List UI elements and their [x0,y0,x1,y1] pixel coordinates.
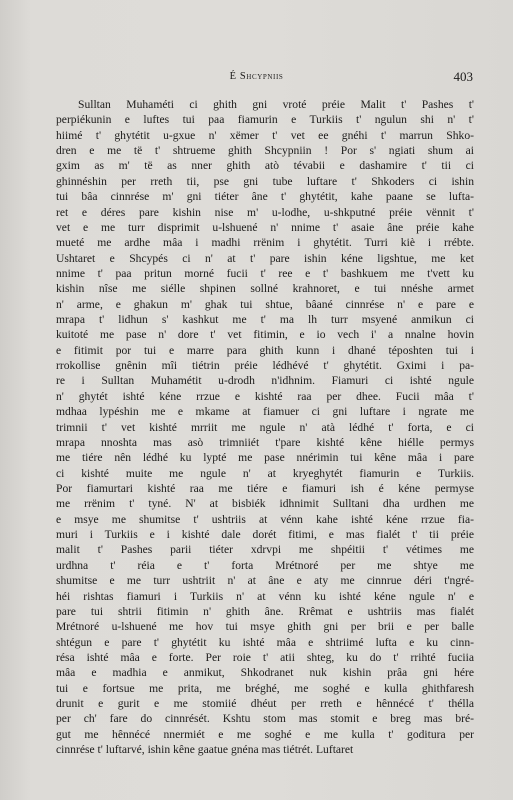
text-line: shumitse e me turr ushtriit n' at âne e aty me cinnrue déri t'ngré- [56,574,474,588]
text-line: trimnii t' vet kishté mrriit me ngule n' atà lédhé t' forta, e ci [56,420,474,434]
text-line: Ushtaret e Shcypés ci n' at t' pare ishin kéne ligshtue, me ket [56,251,474,265]
text-line: ghinnéshin per rreth tii, pse gni tube luftare t' Shkoders ci ishin [56,174,474,188]
text-line: drunit e gurit e me stomiié dhéut per rreth e hênnécé t' thélla [56,697,474,711]
text-line: kishin nîse me siélle shpinen sollné krahnoret, e tui nnéshe armet [56,282,474,296]
text-line: hiimé t' ghytétit u-gxue n' xëmer t' vet ee gnéhi t' marrun Shko- [56,128,474,142]
text-line: mrapa t' lidhun s' kashkut me t' ma lh turr msyené anmikun ci [56,313,474,327]
text-line: urdhna t' réia e t' forta Mrétnoré per me shtye me [56,558,474,572]
text-line: résa ishté mâa e forte. Per roie t' atii shteg, ku do t' rrihté fuciia [56,650,474,664]
text-line: e msye me shumitse t' ushtriis at vénn kahe ishté kéne rrzue fia- [56,512,474,526]
text-line: Por fiamurtari kishté raa me tiére e fiamuri ish é kéne permyse [56,481,474,495]
text-line: me tiére nên lédhé ku lypté me pase nnérimin tui kêne mâa i pare [56,451,474,465]
text-line: re i Sulltan Muhamétit u-drodh n'idhnim. Fiamuri ci ishté ngule [56,374,474,388]
text-line: mâa e madhia e anmikut, Shkodranet nuk kishin prâa gni hére [56,666,474,680]
text-line: n' ghytét ishté kéne rrzue e kishté raa per dhee. Fucii mâa t' [56,389,474,403]
text-line: pare tui shtrii fitimin n' ghith âne. Rrêmat e ushtriis mas fialét [56,604,474,618]
text-line: nnime t' paa pritun morné fucii t' ree e t' bashkuem me t'vett ku [56,266,474,280]
text-line: tui e fortsue me prita, me bréghé, me soghé e kulla ghithfaresh [56,681,474,695]
text-line: muri i Turkiis e i kishté dale dorét fitimi, e mas fialét t' tii préie [56,528,474,542]
text-line: gxim as m' të as nner ghith atò tévabii e dashamire t' tii ci [56,159,474,173]
text-line: mdhaa lypéshin me e mkame at fiamuer ci gni luftare i ngrate me [56,405,474,419]
text-line: perpiékunin e luftes tui paa fiamurin e Turkiis t' ngulun shi n' t' [56,113,474,127]
text-line: ci kishté muite me ngule n' at kryeghytét fiamurin e Turkiis. [56,466,474,480]
page-header [0,71,513,87]
running-head: É Shcypniis [229,71,284,82]
text-line: kuitoté me pase n' dore t' vet fitimin, e io vech i' a nnalne hovin [56,328,474,342]
page-number: 403 [453,69,473,84]
text-line: mueté me ardhe mâa i madhi rrënim i ghytétit. Turri kiè i rrébte. [56,236,474,250]
text-line: me rrënim t' tyné. N' at bisbiék idhnimit Sulltani dha urdhen me [56,497,474,511]
text-line: gut me hênnécé nnermiét e me soghé e me kulla t' goditura per [56,727,474,741]
text-line: vet e me turr disprimit u-lshuené n' nnime t' asaie âne préie kahe [56,220,474,234]
text-line: per ch' fare do cinnrését. Kshtu stom mas stomit e breg mas bré- [56,712,474,726]
text-line: Mrétnoré u-lshuené me hov tui msye ghith gni per brii e per balle [56,620,474,634]
text-line: shtégun e pare t' ghytétit ku ishté mâa e shtriimé lufta e ku cinn- [56,635,474,649]
text-line: malit t' Pashes parii tiéter xdrvpi me shpéitii t' vétimes me [56,543,474,557]
text-line: tui bâa cinnrése m' gni tiéter âne t' ghytétit, kahe paane se lufta- [56,190,474,204]
text-line: rrokollise gnênin mîi tiétrin préie lédhévé t' ghytétit. Gximi i pa- [56,359,474,373]
text-line: ret e déres pare kishin nise m' u-lodhe, u-shkputné préie vënnit t' [56,205,474,219]
text-line: n' arme, e ghakun m' ghak tui shtue, bâané cinnrése n' e pare e [56,297,474,311]
text-line: dren e me të t' shtrueme ghith Shcypniin ! Por s' ngiati shum ai [56,144,474,158]
body-text [56,97,474,757]
text-line: cinnrése t' luftarvé, ishin kêne gaatue gnéna mas tiétrét. Luftaret [56,743,354,757]
text-line: héi rishtas fiamuri i Turkiis n' at vénn ku ishté kéne ngule n' e [56,589,474,603]
text-line: Sulltan Muhaméti ci ghith gni vroté préie Malit t' Pashes t' [78,98,474,111]
text-line: e fitimit por tui e marre para ghith kunn i dhané téposhten tui i [56,343,474,357]
text-line: mrapa nnoshta mas asò trimniiét t'pare kishté kêne hiélle permys [56,435,474,449]
